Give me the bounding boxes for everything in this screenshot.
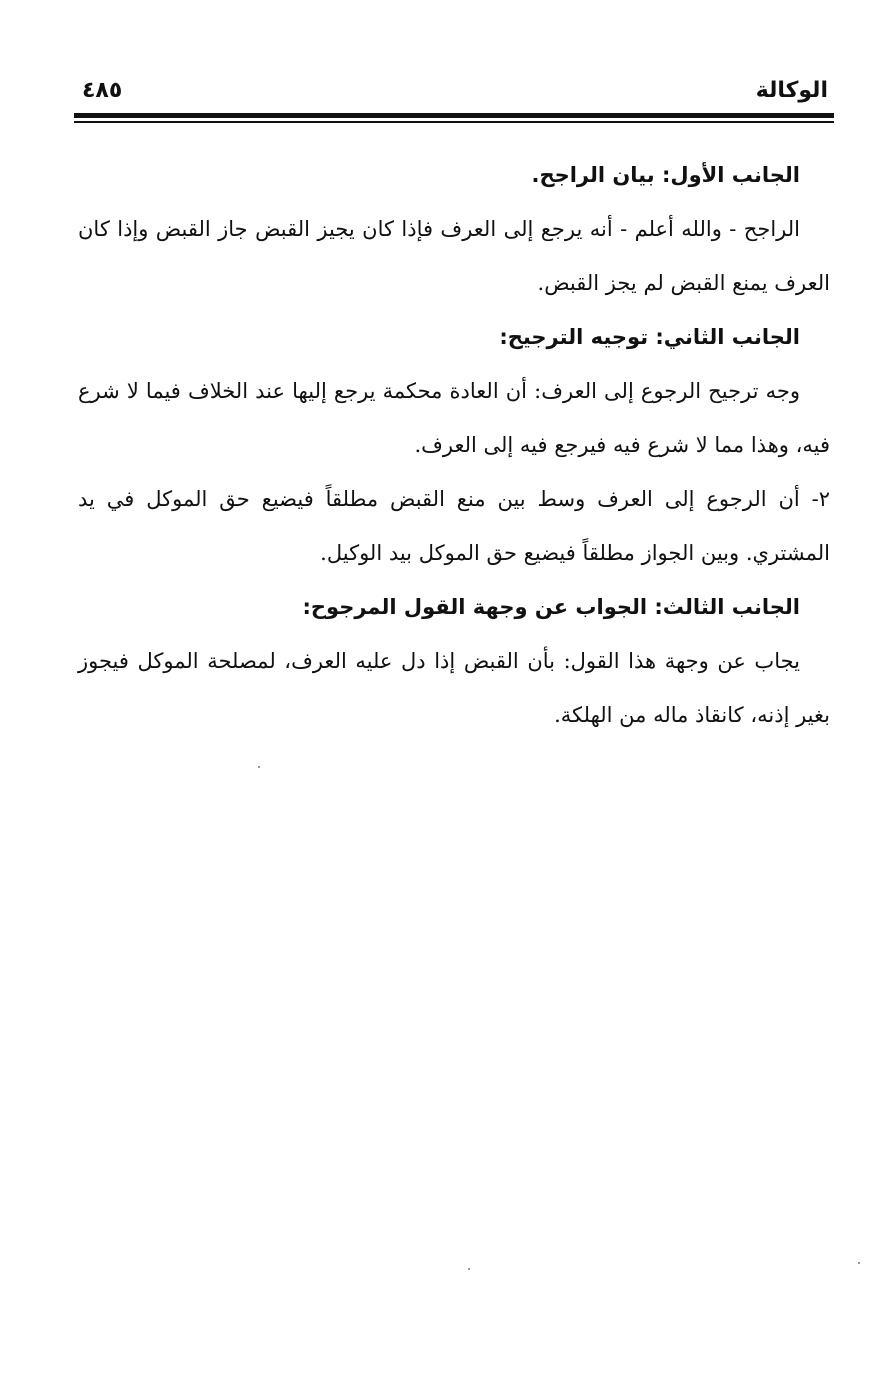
page-number: ٤٨٥ [82, 78, 123, 103]
section-heading-1: الجانب الأول: بيان الراجح. [531, 163, 800, 187]
scan-speck [858, 1262, 860, 1264]
paragraph-preponderant-view: الراجح - والله أعلم - أنه يرجع إلى العرف فإذا كان يجيز القبض جاز القبض وإذا كان العرف يمنع القبض لم يجز القبض. [78, 217, 830, 295]
running-header [74, 72, 832, 112]
paragraph-response: يجاب عن وجهة هذا القول: بأن القبض إذا دل عليه العرف، لمصلحة الموكل فيجوز بغير إذنه، كانقاذ ماله من الهلكة. [78, 649, 830, 727]
page-body [78, 148, 830, 742]
paragraph-justification-1: وجه ترجيح الرجوع إلى العرف: أن العادة محكمة يرجع إليها عند الخلاف فيما لا شرع فيه، وهذا مما لا شرع فيه فيرجع فيه إلى العرف. [78, 379, 830, 457]
section-heading-3: الجانب الثالث: الجواب عن وجهة القول المرجوح: [302, 595, 800, 619]
chapter-title: الوكالة [755, 78, 828, 103]
scan-speck [468, 1268, 470, 1270]
paragraph-justification-2: ٢- أن الرجوع إلى العرف وسط بين منع القبض مطلقاً فيضيع حق الموكل في يد المشتري. وبين الجواز مطلقاً فيضيع حق الموكل بيد الوكيل. [78, 487, 830, 565]
header-rule-thin [74, 121, 834, 123]
header-rule-thick [74, 113, 834, 118]
section-heading-2: الجانب الثاني: توجيه الترجيح: [499, 325, 800, 349]
scan-speck [258, 766, 260, 768]
